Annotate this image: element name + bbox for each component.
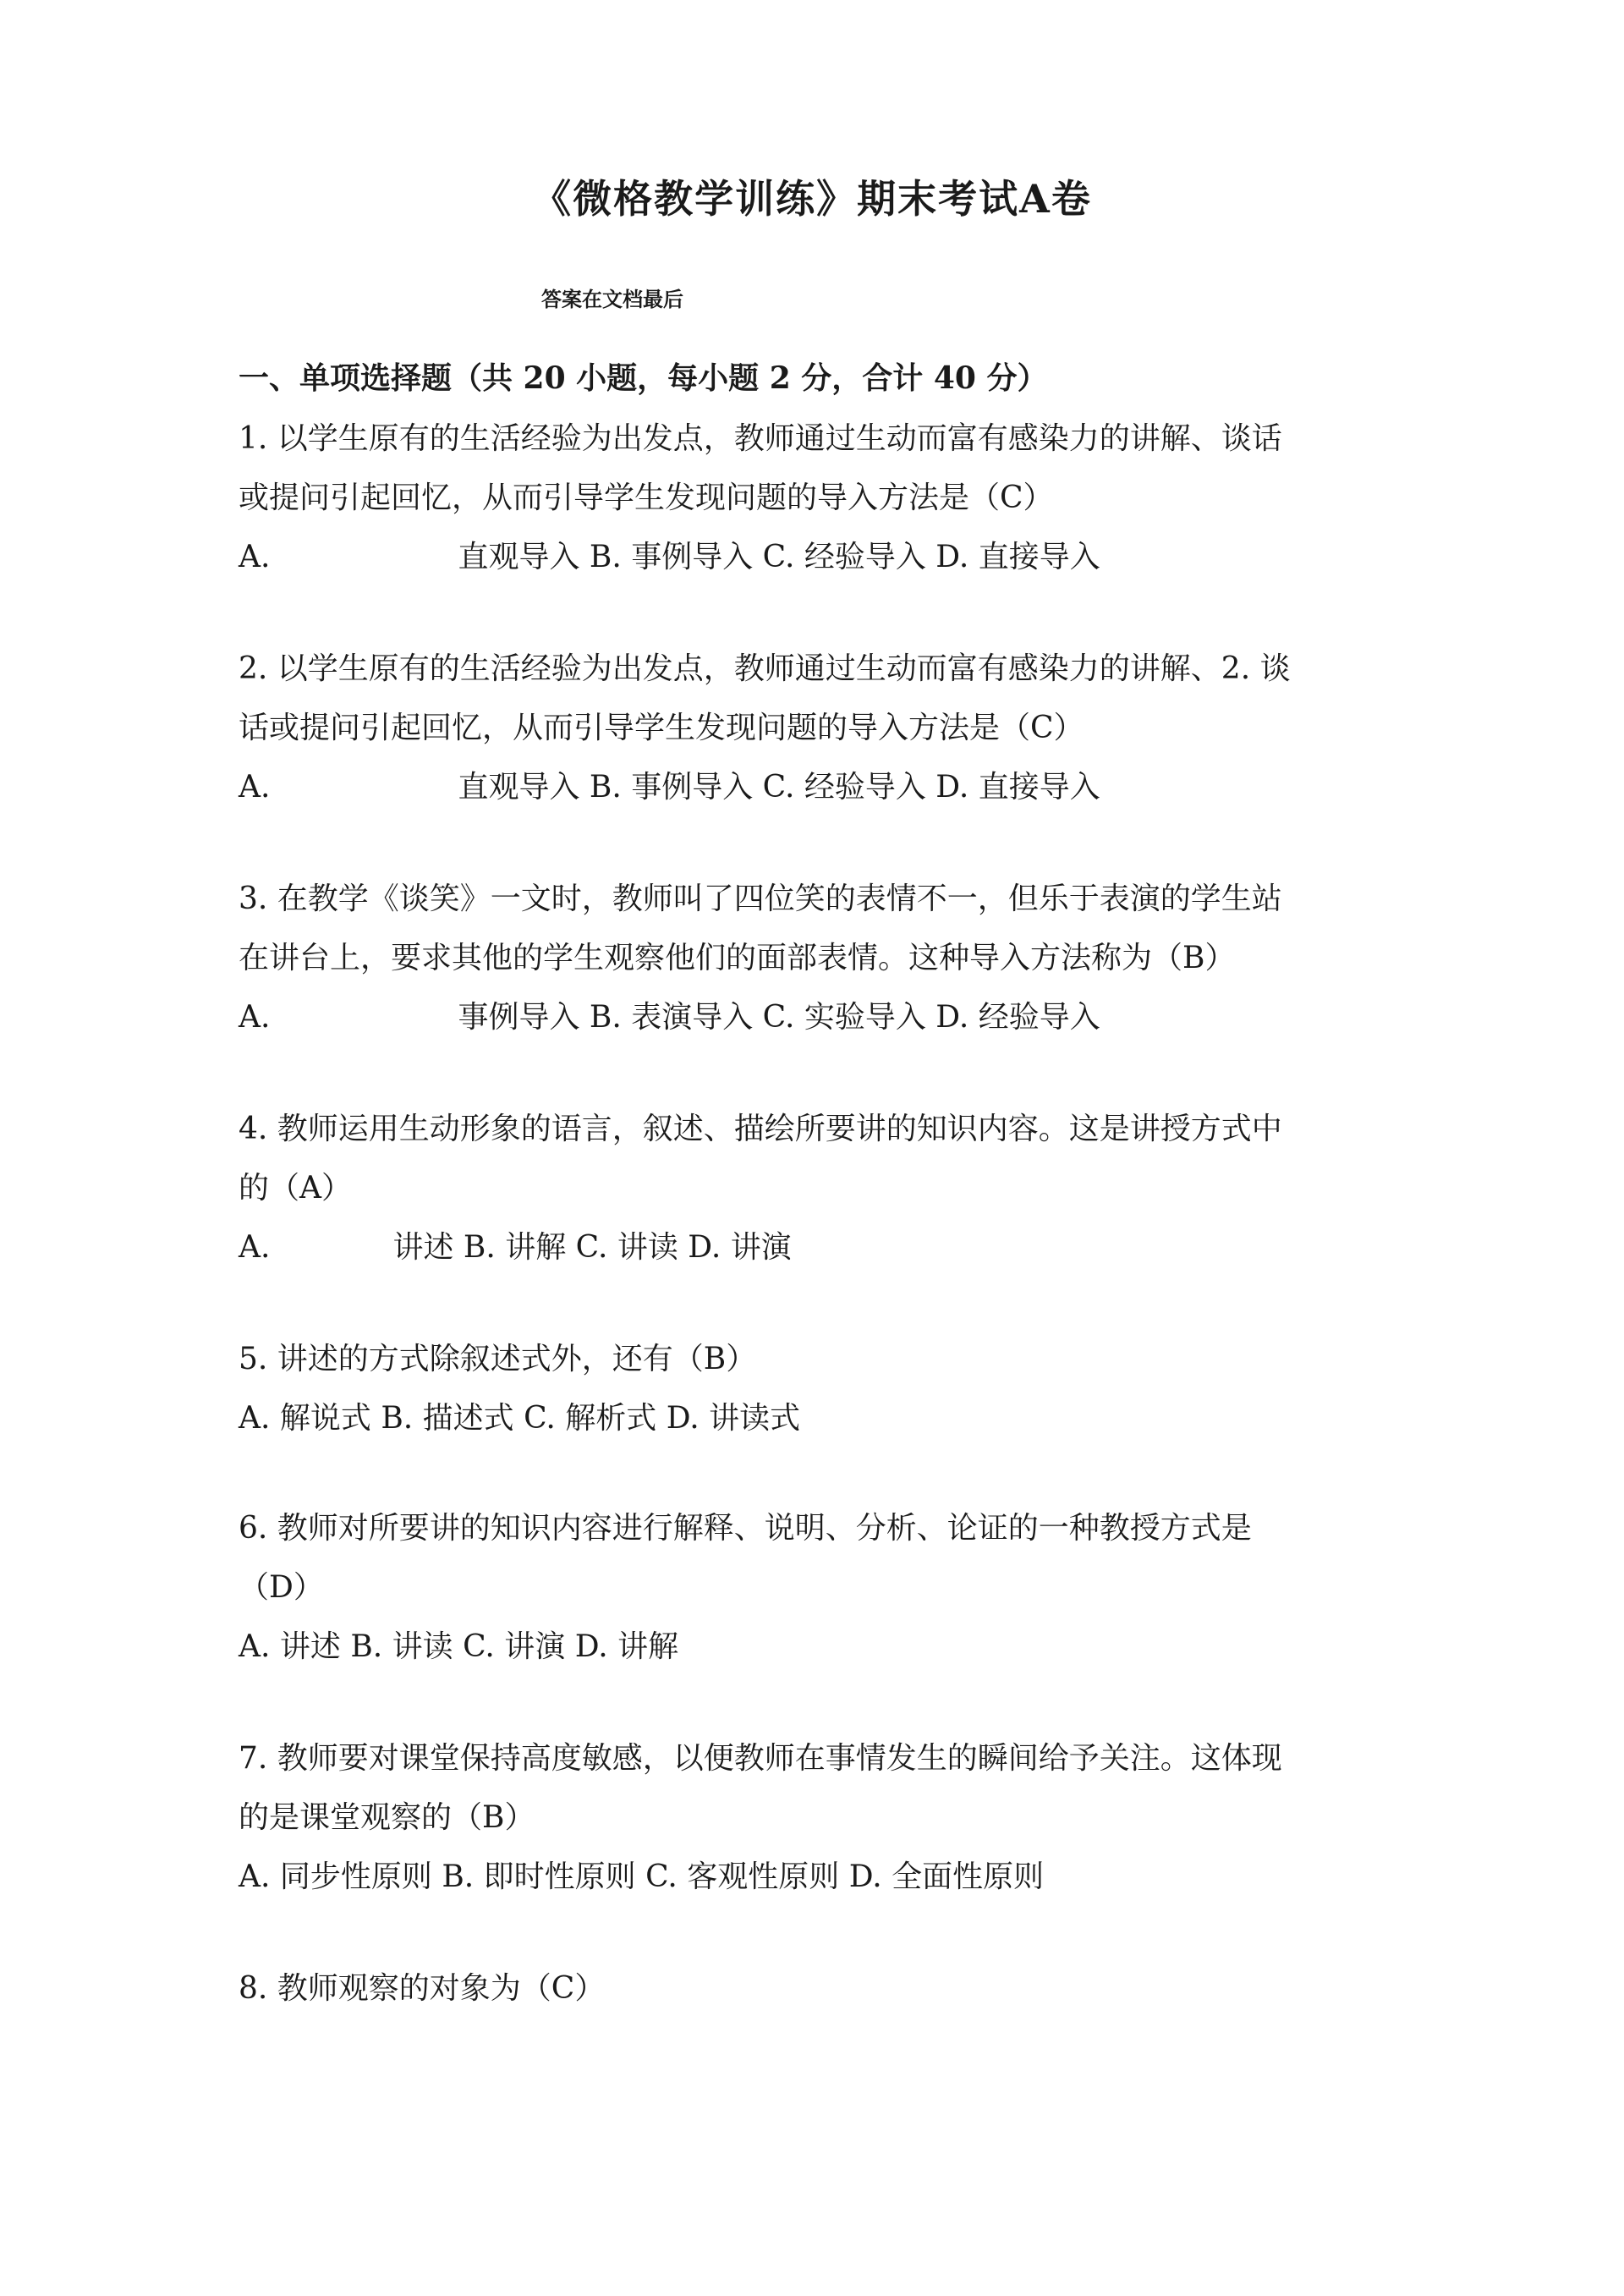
question-3-line-1: 3. 在教学《谈笑》一文时，教师叫了四位笑的表情不一，但乐于表演的学生站 xyxy=(239,882,1282,916)
question-2-options xyxy=(239,758,1389,817)
question-1-line-2: 或提问引起回忆，从而引导学生发现问题的导入方法是（C） xyxy=(239,481,1054,515)
question-7-line-1: 7. 教师要对课堂保持高度敏感，以便教师在事情发生的瞬间给予关注。这体现 xyxy=(239,1741,1282,1776)
question-3-line-2: 在讲台上，要求其他的学生观察他们的面部表情。这种导入方法称为（B） xyxy=(239,941,1236,975)
question-7-line-2: 的是课堂观察的（B） xyxy=(239,1800,535,1835)
question-2-options-rest: 直观导入 B. 事例导入 C. 经验导入 D. 直接导入 xyxy=(458,770,1100,805)
question-4-options-prefix: A. xyxy=(239,1230,271,1265)
section-heading: 一、单项选择题（共 20 小题，每小题 2 分，合计 40 分） xyxy=(239,360,1048,396)
question-3-options xyxy=(239,988,1389,1047)
question-3-options-rest: 事例导入 B. 表演导入 C. 实验导入 D. 经验导入 xyxy=(458,1000,1100,1035)
question-7 xyxy=(239,1729,1389,1907)
question-5-options: A. 解说式 B. 描述式 C. 解析式 D. 讲读式 xyxy=(239,1401,801,1436)
question-1-line-1: 1. 以学生原有的生活经验为出发点，教师通过生动而富有感染力的讲解、谈话 xyxy=(239,421,1282,456)
question-6-options: A. 讲述 B. 讲读 C. 讲演 D. 讲解 xyxy=(239,1629,679,1664)
question-6 xyxy=(239,1499,1389,1677)
answer-note: 答案在文档最后 xyxy=(541,287,683,311)
question-1-options xyxy=(239,528,1389,587)
question-2-line-2: 话或提问引起回忆，从而引导学生发现问题的导入方法是（C） xyxy=(239,711,1084,745)
question-4-line-1: 4. 教师运用生动形象的语言，叙述、描绘所要讲的知识内容。这是讲授方式中 xyxy=(239,1112,1282,1146)
question-5-line-1: 5. 讲述的方式除叙述式外，还有（B） xyxy=(239,1342,757,1376)
question-1-options-prefix: A. xyxy=(239,540,271,574)
question-2-options-prefix: A. xyxy=(239,770,271,805)
question-4 xyxy=(239,1100,1389,1277)
question-4-options-rest: 讲述 B. 讲解 C. 讲读 D. 讲演 xyxy=(392,1230,792,1265)
question-2 xyxy=(239,640,1389,817)
question-3 xyxy=(239,870,1389,1047)
question-5 xyxy=(239,1330,1389,1448)
question-3-options-prefix: A. xyxy=(239,1000,271,1035)
question-7-options: A. 同步性原则 B. 即时性原则 C. 客观性原则 D. 全面性原则 xyxy=(239,1859,1045,1894)
question-8-line-1: 8. 教师观察的对象为（C） xyxy=(239,1971,606,2006)
question-4-line-2: 的（A） xyxy=(239,1171,352,1206)
question-4-options xyxy=(239,1218,1389,1277)
question-6-line-2: （D） xyxy=(239,1570,324,1605)
question-2-line-1: 2. 以学生原有的生活经验为出发点，教师通过生动而富有感染力的讲解、2. 谈 xyxy=(239,651,1291,686)
document-title: 《微格教学训练》期末考试A卷 xyxy=(532,176,1092,222)
question-1 xyxy=(239,409,1389,587)
question-1-options-rest: 直观导入 B. 事例导入 C. 经验导入 D. 直接导入 xyxy=(458,540,1100,574)
question-8 xyxy=(239,1959,1389,2019)
question-6-line-1: 6. 教师对所要讲的知识内容进行解释、说明、分析、论证的一种教授方式是 xyxy=(239,1511,1252,1546)
